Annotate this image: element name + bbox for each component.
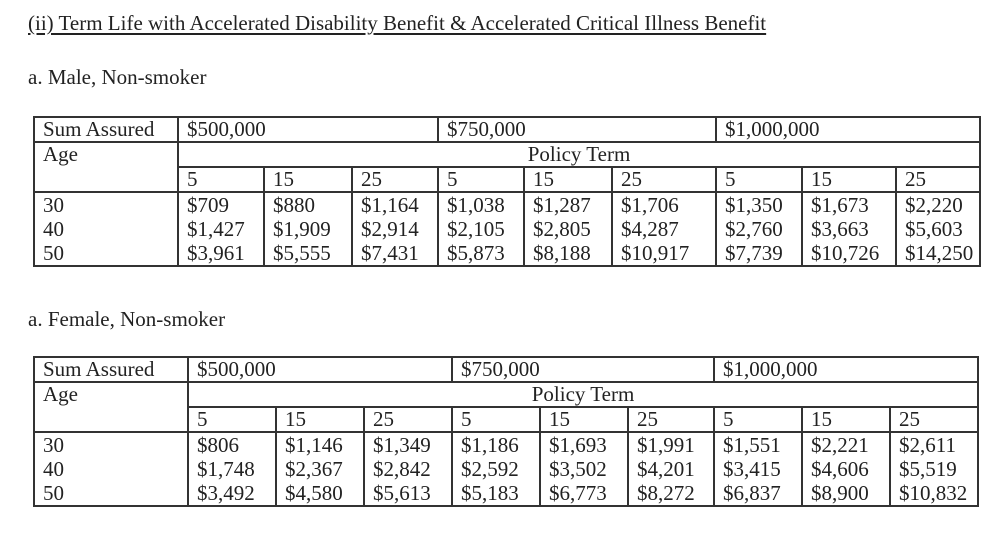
- premium-cell: $2,220: [896, 192, 980, 217]
- premium-cell: $5,603: [896, 217, 980, 241]
- term-cell: 25: [628, 407, 714, 432]
- premium-cell: $6,773: [540, 481, 628, 506]
- premium-cell: $7,431: [352, 241, 438, 266]
- premium-cell: $4,201: [628, 457, 714, 481]
- premium-cell: $5,183: [452, 481, 540, 506]
- table-row: [34, 432, 978, 457]
- premium-cell: $1,146: [276, 432, 364, 457]
- term-cell: 15: [264, 167, 352, 192]
- premium-cell: $1,673: [802, 192, 896, 217]
- premium-cell: $5,613: [364, 481, 452, 506]
- term-cell: 5: [178, 167, 264, 192]
- table-row: [34, 241, 980, 266]
- premium-cell: $2,367: [276, 457, 364, 481]
- term-cell: 25: [612, 167, 716, 192]
- premium-cell: $5,873: [438, 241, 524, 266]
- premium-cell: $4,606: [802, 457, 890, 481]
- premium-cell: $806: [188, 432, 276, 457]
- premium-cell: $10,726: [802, 241, 896, 266]
- premium-cell: $3,663: [802, 217, 896, 241]
- term-cell: 5: [438, 167, 524, 192]
- female-table-subtitle: a. Female, Non-smoker: [28, 307, 226, 331]
- term-cell: 15: [802, 407, 890, 432]
- premium-cell: $6,837: [714, 481, 802, 506]
- term-cell: 5: [188, 407, 276, 432]
- term-cell: 15: [540, 407, 628, 432]
- premium-cell: $2,805: [524, 217, 612, 241]
- premium-cell: $4,580: [276, 481, 364, 506]
- age-cell: 40: [34, 217, 178, 241]
- term-cell: 25: [352, 167, 438, 192]
- premium-cell: $2,760: [716, 217, 802, 241]
- premium-cell: $10,917: [612, 241, 716, 266]
- premium-cell: $2,914: [352, 217, 438, 241]
- term-cell: 15: [802, 167, 896, 192]
- premium-cell: $10,832: [890, 481, 978, 506]
- sum-assured-500k: $500,000: [188, 357, 452, 382]
- premium-cell: $7,739: [716, 241, 802, 266]
- premium-cell: $3,502: [540, 457, 628, 481]
- premium-cell: $1,551: [714, 432, 802, 457]
- policy-term-label: Policy Term: [188, 382, 978, 407]
- premium-cell: $2,592: [452, 457, 540, 481]
- document-heading: (ii) Term Life with Accelerated Disability Benefit & Accelerated Critical Illness Benefit: [28, 11, 767, 35]
- age-label: Age: [34, 382, 188, 432]
- age-cell: 30: [34, 192, 178, 217]
- premium-cell: $1,693: [540, 432, 628, 457]
- sum-assured-label: Sum Assured: [34, 117, 178, 142]
- term-cell: 5: [716, 167, 802, 192]
- premium-cell: $1,427: [178, 217, 264, 241]
- premium-cell: $3,492: [188, 481, 276, 506]
- table-row: [34, 217, 980, 241]
- premium-cell: $8,188: [524, 241, 612, 266]
- male-premium-table: [33, 116, 981, 267]
- sum-assured-row: [34, 357, 978, 382]
- sum-assured-750k: $750,000: [452, 357, 714, 382]
- premium-cell: $1,350: [716, 192, 802, 217]
- sum-assured-row: [34, 117, 980, 142]
- premium-cell: $709: [178, 192, 264, 217]
- female-premium-table: [33, 356, 979, 507]
- table-row: [34, 481, 978, 506]
- term-cell: 25: [890, 407, 978, 432]
- policy-term-label: Policy Term: [178, 142, 980, 167]
- sum-assured-label: Sum Assured: [34, 357, 188, 382]
- premium-cell: $1,349: [364, 432, 452, 457]
- premium-cell: $880: [264, 192, 352, 217]
- premium-cell: $2,842: [364, 457, 452, 481]
- premium-cell: $3,415: [714, 457, 802, 481]
- table-row: [34, 192, 980, 217]
- age-cell: 50: [34, 241, 178, 266]
- premium-cell: $1,748: [188, 457, 276, 481]
- policy-term-row: [34, 382, 978, 407]
- premium-cell: $1,186: [452, 432, 540, 457]
- table-row: [34, 457, 978, 481]
- term-cell: 25: [364, 407, 452, 432]
- premium-cell: $1,164: [352, 192, 438, 217]
- premium-cell: $3,961: [178, 241, 264, 266]
- premium-cell: $1,287: [524, 192, 612, 217]
- premium-cell: $2,105: [438, 217, 524, 241]
- premium-cell: $5,555: [264, 241, 352, 266]
- policy-term-row: [34, 142, 980, 167]
- term-cell: 25: [896, 167, 980, 192]
- premium-cell: $5,519: [890, 457, 978, 481]
- premium-cell: $8,272: [628, 481, 714, 506]
- male-table-subtitle: a. Male, Non-smoker: [28, 65, 207, 89]
- premium-cell: $1,706: [612, 192, 716, 217]
- age-cell: 50: [34, 481, 188, 506]
- premium-cell: $4,287: [612, 217, 716, 241]
- age-cell: 30: [34, 432, 188, 457]
- term-cell: 15: [524, 167, 612, 192]
- sum-assured-750k: $750,000: [438, 117, 716, 142]
- premium-cell: $1,909: [264, 217, 352, 241]
- premium-cell: $1,038: [438, 192, 524, 217]
- premium-cell: $1,991: [628, 432, 714, 457]
- age-label: Age: [34, 142, 178, 192]
- premium-cell: $8,900: [802, 481, 890, 506]
- premium-cell: $14,250: [896, 241, 980, 266]
- term-cell: 5: [452, 407, 540, 432]
- term-cell: 15: [276, 407, 364, 432]
- sum-assured-1m: $1,000,000: [714, 357, 978, 382]
- sum-assured-500k: $500,000: [178, 117, 438, 142]
- term-cell: 5: [714, 407, 802, 432]
- sum-assured-1m: $1,000,000: [716, 117, 980, 142]
- age-cell: 40: [34, 457, 188, 481]
- premium-cell: $2,221: [802, 432, 890, 457]
- premium-cell: $2,611: [890, 432, 978, 457]
